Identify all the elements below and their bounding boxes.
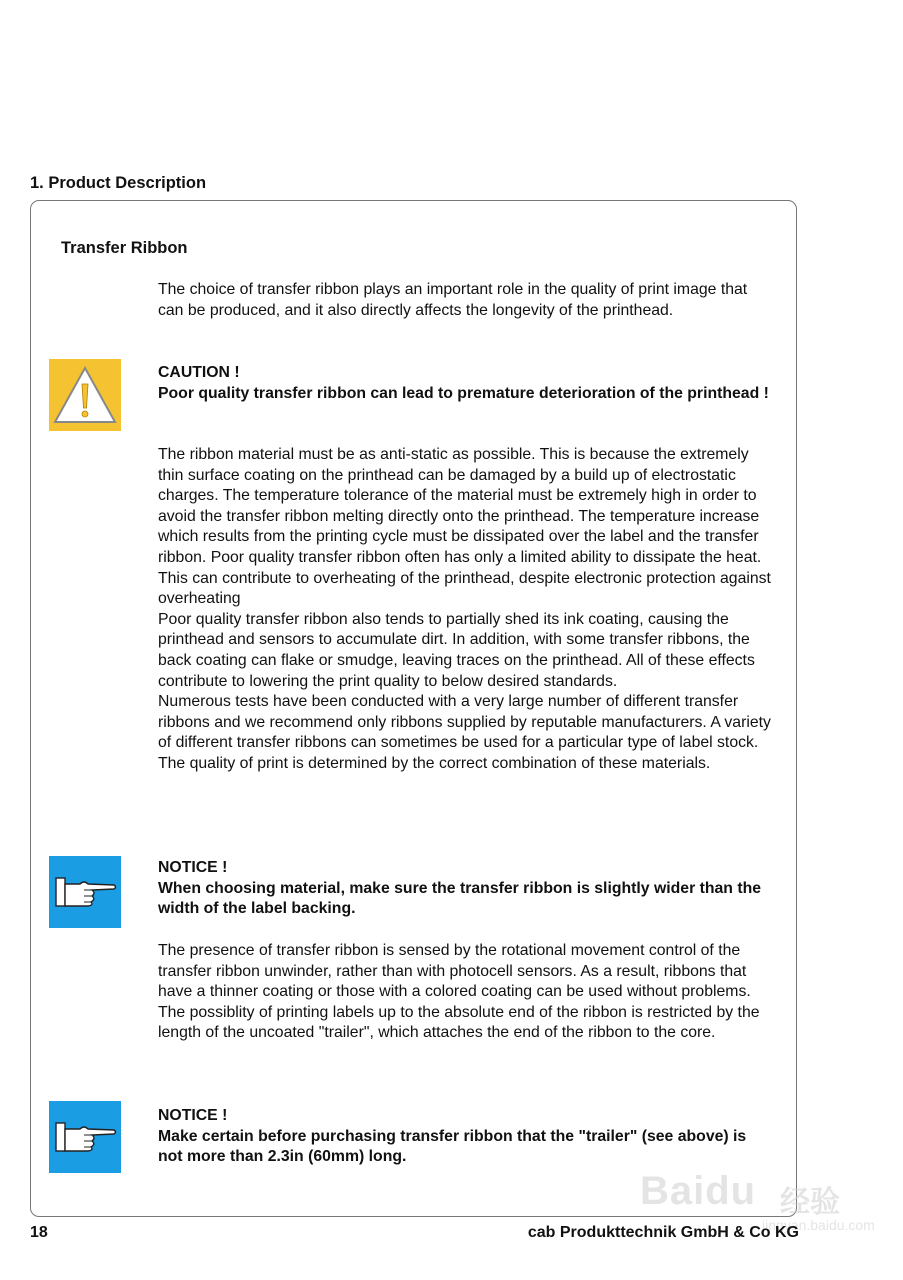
body-paragraph: Numerous tests have been conducted with a very large number of different transfer ribbons and we recommend only ribbons supplied by reputable manufacturers. A variety of different transfer ribbons can sometimes be used for a particular type of label stock. The quality of print is determined by the correct combination of these materials.: [158, 693, 771, 772]
company-name: cab Produkttechnik GmbH & Co KG: [527, 1224, 799, 1241]
caution-label: CAUTION !: [158, 364, 240, 381]
section-title: 1. Product Description: [30, 174, 207, 192]
caution-message: Poor quality transfer ribbon can lead to premature deterioration of the printhead !: [158, 384, 769, 402]
body-paragraph: The possiblity of printing labels up to the absolute end of the ribbon is restricted by the length of the uncoated "trailer", which attaches the end of the ribbon to the core.: [158, 1003, 760, 1042]
body-paragraph: The presence of transfer ribbon is sensed by the rotational movement control of the transfer ribbon unwinder, rather than with photocell sensors. As a result, ribbons that have a thinner coating or those with a colored coating can be used without problems.: [158, 942, 751, 1001]
intro-paragraph: [158, 280, 773, 321]
watermark-chinese: 经验: [780, 1186, 840, 1219]
page-number: 18: [30, 1224, 48, 1241]
notice-label: NOTICE !: [158, 1107, 228, 1124]
watermark-logo: Baidu: [640, 1169, 757, 1213]
watermark-site: jingyan.baidu.com: [762, 1217, 875, 1233]
notice-icon-box: [49, 856, 121, 928]
subtitle: Transfer Ribbon: [61, 239, 188, 257]
caution-icon-box: [49, 359, 121, 431]
notice-message: Make certain before purchasing transfer ribbon that the "trailer" (see above) is not more than 2.3in (60mm) long.: [158, 1127, 747, 1166]
body-section-1: [158, 445, 773, 775]
body-paragraph: The ribbon material must be as anti-static as possible. This is because the extremely thin surface coating on the printhead can be damaged by a build up of electrostatic charges. The temperature tolerance of the material must be extremely high in order to avoid the transfer ribbon melting directly onto the printhead. The temperature increase which results from the printing cycle must be dissipated over the label and the transfer ribbon. Poor quality transfer ribbon often has only a limited ability to dissipate the heat. This can contribute to overheating of the printhead, despite electronic protection against overheating: [158, 446, 771, 608]
caution-block: [158, 363, 773, 404]
pointing-hand-icon: [52, 1117, 118, 1157]
notice-icon-box: [49, 1101, 121, 1173]
notice-block-1: [158, 858, 773, 920]
warning-triangle-icon: [52, 364, 118, 426]
body-paragraph: Poor quality transfer ribbon also tends to partially shed its ink coating, causing the printhead and sensors to accumulate dirt. In addition, with some transfer ribbons, the back coating can flake or smudge, leaving traces on the printhead. All of these effects contribute to lowering the print quality to below desired standards.: [158, 610, 755, 690]
notice-label: NOTICE !: [158, 859, 228, 876]
notice-message: When choosing material, make sure the transfer ribbon is slightly wider than the width of the label backing.: [158, 879, 762, 918]
intro-text: The choice of transfer ribbon plays an important role in the quality of print image that can be produced, and it also directly affects the longevity of the printhead.: [158, 281, 748, 319]
body-section-2: [158, 941, 773, 1044]
pointing-hand-icon: [52, 872, 118, 912]
